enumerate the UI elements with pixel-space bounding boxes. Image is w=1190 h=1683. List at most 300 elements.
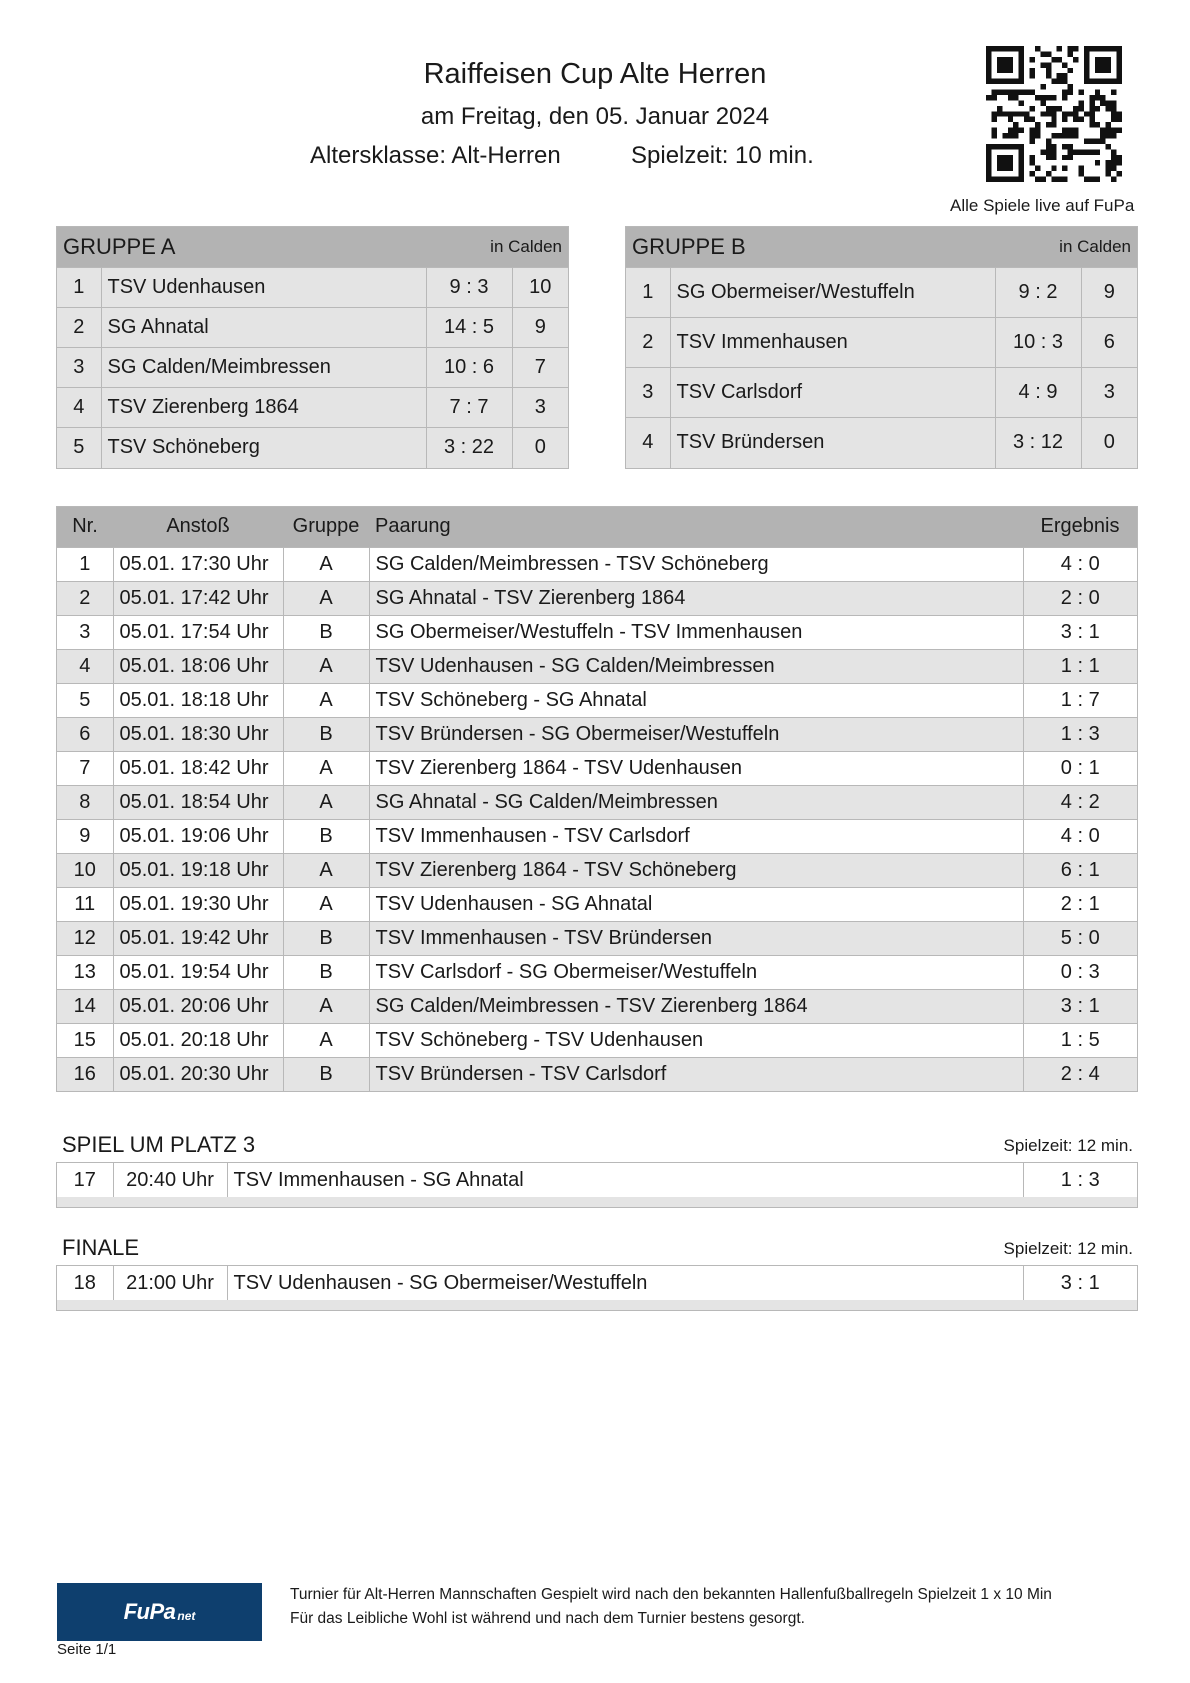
qr-module [1013,128,1018,133]
rank: 4 [626,418,670,468]
qr-module [1019,73,1024,78]
qr-module [1078,117,1083,122]
qr-module [1089,138,1094,143]
points: 7 [512,348,568,388]
qr-module [1013,122,1018,127]
match-result: 3 : 1 [1023,1266,1137,1300]
match-result: 6 : 1 [1023,853,1137,887]
qr-module [1046,144,1051,149]
qr-module [1095,57,1100,62]
qr-module [1062,166,1067,171]
qr-module [1013,111,1018,116]
goals: 14 : 5 [426,308,512,348]
qr-module [1035,122,1040,127]
team-name: TSV Zierenberg 1864 [101,388,426,428]
qr-module [1051,106,1056,111]
qr-module [1051,155,1056,160]
group-a-name: GRUPPE A [63,234,176,259]
qr-module [1106,171,1111,176]
group-b-table [625,226,1138,469]
match-pairing: SG Ahnatal - SG Calden/Meimbressen [369,785,1023,819]
qr-module [1040,177,1045,182]
qr-module [1002,133,1007,138]
qr-module [1040,100,1045,105]
team-name: SG Calden/Meimbressen [101,348,426,388]
qr-module [1089,95,1094,100]
qr-module [1030,160,1035,165]
qr-module [1046,68,1051,73]
match-group: A [283,683,369,717]
match-pairing: TSV Bründersen - SG Obermeiser/Westuffeln [369,717,1023,751]
live-note: Alle Spiele live auf FuPa [950,196,1135,215]
qr-module [1084,138,1089,143]
qr-module [1111,46,1116,51]
qr-module [1106,166,1111,171]
qr-module [1095,68,1100,73]
qr-module [997,144,1002,149]
rank: 5 [57,428,101,468]
qr-module [1051,144,1056,149]
qr-module [991,144,996,149]
qr-module [1095,122,1100,127]
play-time: Spielzeit: 10 min. [631,142,814,169]
qr-module [1035,46,1040,51]
qr-module [1051,122,1056,127]
qr-module [1111,133,1116,138]
qr-module [997,160,1002,165]
match-result: 1 : 5 [1023,1023,1137,1057]
match-kickoff: 05.01. 19:18 Uhr [113,853,283,887]
team-name: TSV Bründersen [670,418,995,468]
qr-module [1084,177,1089,182]
goals: 3 : 22 [426,428,512,468]
match-result: 4 : 0 [1023,819,1137,853]
match-pairing: SG Calden/Meimbressen - TSV Schöneberg [369,547,1023,581]
match-pairing: TSV Immenhausen - SG Ahnatal [227,1163,1023,1197]
qr-module [1095,149,1100,154]
team-name: TSV Schöneberg [101,428,426,468]
qr-module [1100,138,1105,143]
match-row [57,819,1137,853]
qr-module [1057,106,1062,111]
third-place-play-time: Spielzeit: 12 min. [1003,1136,1133,1155]
qr-module [1089,106,1094,111]
qr-module [1106,100,1111,105]
qr-module [1019,155,1024,160]
qr-module [1084,46,1089,51]
qr-module [997,111,1002,116]
match-row [57,581,1137,615]
match-group: A [283,581,369,615]
match-group: A [283,751,369,785]
qr-module [1019,149,1024,154]
qr-module [1100,95,1105,100]
qr-module [1008,166,1013,171]
qr-module [1068,111,1073,116]
match-result: 4 : 0 [1023,547,1137,581]
qr-module [1008,128,1013,133]
qr-module [1068,155,1073,160]
match-group: A [283,1023,369,1057]
standings-row [626,268,1137,318]
qr-module [1008,95,1013,100]
qr-module [1051,111,1056,116]
qr-module [1111,177,1116,182]
qr-module [1040,84,1045,89]
qr-module [1106,133,1111,138]
goals: 9 : 3 [426,268,512,308]
group-b-header [626,227,1137,267]
match-row [57,547,1137,581]
match-nr: 9 [57,819,113,853]
goals: 4 : 9 [995,368,1081,418]
standings-row [626,418,1137,468]
qr-module [1024,111,1029,116]
qr-module [1019,177,1024,182]
qr-module [1002,177,1007,182]
qr-module [1084,62,1089,67]
qr-module [1062,117,1067,122]
match-pairing: TSV Udenhausen - SG Calden/Meimbressen [369,649,1023,683]
rank: 2 [626,318,670,368]
qr-module [1100,46,1105,51]
qr-module [1019,111,1024,116]
column-header-pairing: Paarung [369,507,1023,547]
qr-module [1030,171,1035,176]
qr-module [1117,62,1122,67]
qr-module [1019,57,1024,62]
qr-module [1030,155,1035,160]
qr-module [1073,57,1078,62]
match-pairing: SG Obermeiser/Westuffeln - TSV Immenhausen [369,615,1023,649]
qr-module [1057,177,1062,182]
qr-module [1008,62,1013,67]
qr-module [1106,68,1111,73]
qr-module [997,166,1002,171]
qr-module [1078,149,1083,154]
match-kickoff: 20:40 Uhr [113,1163,227,1197]
qr-module [1073,117,1078,122]
qr-module [986,62,991,67]
match-kickoff: 05.01. 18:42 Uhr [113,751,283,785]
row-spacer [57,1300,1137,1310]
qr-module [1035,133,1040,138]
qr-module [997,155,1002,160]
qr-module [1046,95,1051,100]
column-header-result: Ergebnis [1023,507,1137,547]
qr-module [1046,155,1051,160]
team-name: TSV Carlsdorf [670,368,995,418]
match-group: A [283,785,369,819]
match-group: B [283,819,369,853]
match-result: 1 : 3 [1023,717,1137,751]
qr-module [1008,155,1013,160]
qr-module [986,171,991,176]
match-row [57,1266,1137,1300]
match-group: B [283,955,369,989]
match-nr: 3 [57,615,113,649]
qr-module [1013,79,1018,84]
qr-module [1013,133,1018,138]
qr-module [986,73,991,78]
group-a-header [57,227,568,267]
qr-module [1062,177,1067,182]
qr-module [1106,160,1111,165]
group-b-name: GRUPPE B [632,234,746,259]
qr-module [1062,133,1067,138]
footer-note [290,1583,1052,1631]
rank: 1 [57,268,101,308]
team-name: SG Ahnatal [101,308,426,348]
points: 10 [512,268,568,308]
qr-module [1057,46,1062,51]
match-row [57,853,1137,887]
fupa-logo[interactable] [57,1583,262,1641]
qr-module [1117,171,1122,176]
qr-module [1062,128,1067,133]
qr-module [1030,138,1035,143]
qr-module [1002,62,1007,67]
standings-row [57,348,568,388]
match-row [57,1057,1137,1091]
qr-module [1084,111,1089,116]
qr-module [1019,166,1024,171]
qr-module [1078,90,1083,95]
qr-module [986,68,991,73]
qr-module [1046,171,1051,176]
match-nr: 6 [57,717,113,751]
match-kickoff: 05.01. 20:18 Uhr [113,1023,283,1057]
match-group: A [283,887,369,921]
qr-module [1019,68,1024,73]
qr-module [1062,79,1067,84]
match-kickoff: 05.01. 20:30 Uhr [113,1057,283,1091]
match-kickoff: 21:00 Uhr [113,1266,227,1300]
match-nr: 13 [57,955,113,989]
qr-module [997,106,1002,111]
qr-module [1008,68,1013,73]
match-kickoff: 05.01. 17:42 Uhr [113,581,283,615]
qr-module [1111,100,1116,105]
match-nr: 14 [57,989,113,1023]
qr-module [1117,117,1122,122]
match-kickoff: 05.01. 19:30 Uhr [113,887,283,921]
qr-code-icon[interactable] [986,46,1122,182]
qr-module [1095,177,1100,182]
team-name: TSV Udenhausen [101,268,426,308]
qr-module [997,57,1002,62]
match-kickoff: 05.01. 18:18 Uhr [113,683,283,717]
goals: 10 : 3 [995,318,1081,368]
qr-module [997,62,1002,67]
match-row [57,887,1137,921]
qr-module [1062,144,1067,149]
match-pairing: TSV Udenhausen - SG Ahnatal [369,887,1023,921]
qr-module [1100,100,1105,105]
qr-module [1068,144,1073,149]
match-nr: 8 [57,785,113,819]
column-header-kickoff: Anstoß [113,507,283,547]
qr-module [1117,128,1122,133]
qr-module [1062,62,1067,67]
match-kickoff: 05.01. 20:06 Uhr [113,989,283,1023]
match-kickoff: 05.01. 18:54 Uhr [113,785,283,819]
match-result: 1 : 3 [1023,1163,1137,1197]
qr-module [1068,133,1073,138]
qr-module [986,46,991,51]
qr-module [1100,133,1105,138]
qr-module [1100,128,1105,133]
qr-module [1040,51,1045,56]
match-result: 2 : 0 [1023,581,1137,615]
match-nr: 17 [57,1163,113,1197]
qr-module [1030,73,1035,78]
qr-module [1008,111,1013,116]
match-group: A [283,547,369,581]
qr-module [1089,149,1094,154]
qr-module [1089,100,1094,105]
match-result: 4 : 2 [1023,785,1137,819]
qr-module [1111,106,1116,111]
qr-module [1089,177,1094,182]
qr-module [1117,111,1122,116]
match-row [57,1163,1137,1197]
qr-module [1057,133,1062,138]
qr-module [1013,177,1018,182]
standings-row [57,268,568,308]
standings-row [57,428,568,468]
qr-module [1073,133,1078,138]
qr-module [1008,79,1013,84]
qr-module [1046,111,1051,116]
qr-module [1078,171,1083,176]
qr-module [1111,128,1116,133]
match-group: B [283,921,369,955]
points: 6 [1081,318,1137,368]
qr-module [986,79,991,84]
match-pairing: TSV Schöneberg - SG Ahnatal [369,683,1023,717]
qr-module [1089,122,1094,127]
qr-module [986,166,991,171]
qr-module [1095,46,1100,51]
qr-module [1073,149,1078,154]
qr-module [997,177,1002,182]
points: 0 [1081,418,1137,468]
qr-module [1002,144,1007,149]
match-group: A [283,853,369,887]
qr-module [1013,46,1018,51]
qr-module [1030,90,1035,95]
match-pairing: TSV Bründersen - TSV Carlsdorf [369,1057,1023,1091]
qr-module [1106,57,1111,62]
match-result: 0 : 3 [1023,955,1137,989]
match-result: 2 : 1 [1023,887,1137,921]
match-nr: 4 [57,649,113,683]
goals: 10 : 6 [426,348,512,388]
qr-module [1013,95,1018,100]
qr-module [986,57,991,62]
qr-module [1095,79,1100,84]
match-nr: 16 [57,1057,113,1091]
goals: 3 : 12 [995,418,1081,468]
qr-module [986,155,991,160]
schedule-table [56,506,1138,1092]
match-nr: 7 [57,751,113,785]
match-kickoff: 05.01. 17:54 Uhr [113,615,283,649]
rank: 3 [626,368,670,418]
qr-module [1040,111,1045,116]
qr-module [1019,51,1024,56]
qr-module [1035,128,1040,133]
qr-module [1024,117,1029,122]
goals: 9 : 2 [995,268,1081,318]
qr-module [1057,57,1062,62]
qr-module [1008,46,1013,51]
match-group: A [283,649,369,683]
qr-module [1111,79,1116,84]
row-spacer [57,1197,1137,1207]
qr-module [991,177,996,182]
qr-module [1008,57,1013,62]
group-a-table [56,226,569,469]
qr-module [1002,166,1007,171]
qr-module [1062,155,1067,160]
qr-module [1008,177,1013,182]
footer-note-line: Turnier für Alt-Herren Mannschaften Gespielt wird nach den bekannten Hallenfußballregeln Spielzeit 1 x 10 Min [290,1586,1052,1603]
qr-module [1040,149,1045,154]
team-name: TSV Immenhausen [670,318,995,368]
points: 3 [512,388,568,428]
qr-module [1117,51,1122,56]
group-b-location: in Calden [1059,237,1131,256]
match-pairing: TSV Udenhausen - SG Obermeiser/Westuffeln [227,1266,1023,1300]
qr-module [1008,117,1013,122]
qr-module [1084,57,1089,62]
logo-text: FuPa [123,1599,176,1624]
qr-module [1084,51,1089,56]
schedule-header-row [57,507,1137,547]
standings-row [626,318,1137,368]
match-nr: 18 [57,1266,113,1300]
match-pairing: TSV Immenhausen - TSV Carlsdorf [369,819,1023,853]
qr-module [1106,128,1111,133]
match-row [57,683,1137,717]
qr-module [1002,90,1007,95]
match-group: A [283,989,369,1023]
match-row [57,921,1137,955]
qr-module [997,79,1002,84]
qr-module [1095,95,1100,100]
qr-module [1068,84,1073,89]
qr-module [1019,46,1024,51]
match-pairing: TSV Carlsdorf - SG Obermeiser/Westuffeln [369,955,1023,989]
match-nr: 10 [57,853,113,887]
qr-module [1030,117,1035,122]
qr-module [991,117,996,122]
match-row [57,751,1137,785]
match-kickoff: 05.01. 19:42 Uhr [113,921,283,955]
qr-module [1046,106,1051,111]
match-kickoff: 05.01. 19:54 Uhr [113,955,283,989]
match-result: 3 : 1 [1023,989,1137,1023]
page-number: Seite 1/1 [57,1641,117,1658]
rank: 2 [57,308,101,348]
qr-module [986,95,991,100]
qr-module [1089,46,1094,51]
qr-module [1062,73,1067,78]
match-nr: 2 [57,581,113,615]
qr-module [1051,117,1056,122]
